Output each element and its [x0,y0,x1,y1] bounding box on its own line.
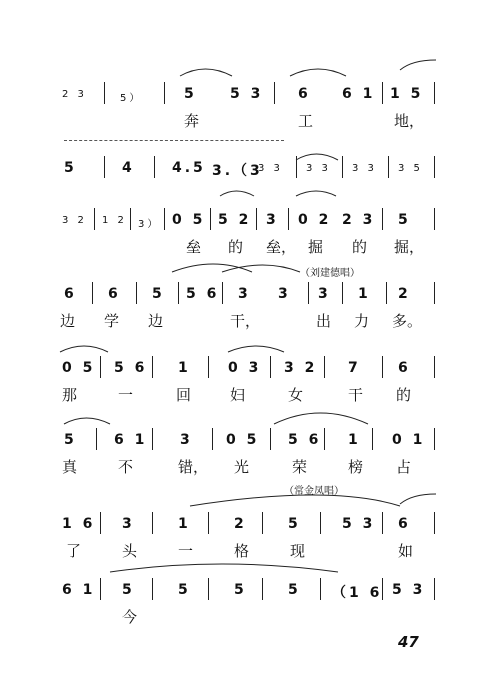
score-row-3 [52,212,442,258]
lyric: 的 [396,386,412,404]
lyric: 女 [288,386,304,404]
lyric: 一 [118,386,134,404]
lyrics-line [52,456,442,478]
notes-line [52,582,442,604]
bar-line [434,156,435,178]
bar-line [92,282,93,304]
lyric: 不 [118,458,134,476]
bar-line [372,428,373,450]
note: 6 [108,286,121,302]
note: 6 [64,286,77,302]
lyric: 多。 [392,312,423,330]
note: 5 [64,432,77,448]
lyric: 了 [66,542,82,560]
bar-line [178,282,179,304]
note: 3 5 [398,163,423,174]
note: 0 5 [226,432,260,448]
note: 3） [138,219,161,230]
bar-line [164,208,165,230]
note: 5 [288,582,301,598]
note: 0 2 [298,212,332,228]
note: 1 [178,360,191,376]
bar-line [152,578,153,600]
note: 5 3 [342,516,376,532]
note: 3 2 [284,360,318,376]
note: 5 [64,160,77,176]
lyric: 地， [394,112,425,130]
lyrics-line [52,236,442,258]
note: 0 3 [228,360,262,376]
lyric: 掘 [308,238,324,256]
notes-line [52,160,442,182]
bar-line [94,208,95,230]
lyric: 光 [234,458,250,476]
note: 2 3 [342,212,376,228]
note: 3 [266,212,279,228]
note: 0 1 [392,432,426,448]
lyric: 回 [176,386,192,404]
note: 5 6 [114,360,148,376]
note: 4.5 [172,160,206,176]
bar-line [324,356,325,378]
note: 1 6 [62,516,96,532]
bar-line [104,82,105,104]
note: 4 [122,160,135,176]
bar-line [342,282,343,304]
lyric: 边 [148,312,164,330]
lyrics-line [52,110,442,132]
bar-line [208,578,209,600]
lyric: 占 [396,458,412,476]
bar-line [222,282,223,304]
lyric: 那 [62,386,78,404]
note: 5 [152,286,165,302]
note: 5 [288,516,301,532]
bar-line [130,208,131,230]
bar-line [104,156,105,178]
note: 5） [120,93,143,104]
note: 5 [178,582,191,598]
notes-line [52,286,442,308]
bar-line [386,282,387,304]
lyric: 荣 [292,458,308,476]
bar-line [434,356,435,378]
bar-line [152,428,153,450]
singer-label: （刘建德唱） [300,268,360,279]
bar-line [270,356,271,378]
lyric: 干， [230,312,261,330]
bar-line [320,512,321,534]
note: 5 [234,582,247,598]
notes-line [52,212,442,234]
lyric: 垒， [266,238,297,256]
note: 2 3 [62,89,87,100]
lyric: 干 [348,386,364,404]
bar-line [342,156,343,178]
bar-line [382,356,383,378]
note: 5 6 [186,286,220,302]
page-number: 47 [398,633,419,651]
bar-line [212,428,213,450]
bar-line [208,512,209,534]
bar-line [262,512,263,534]
note: 1 [358,286,371,302]
lyric: 妇 [230,386,246,404]
note: 6 1 [342,86,376,102]
score-row-4 [52,286,442,332]
lyric: 出 [316,312,332,330]
note: 3 [318,286,331,302]
note: 3.（3 [212,163,263,179]
bar-line [154,156,155,178]
bar-line [208,356,209,378]
note: 5 3 [392,582,426,598]
lyric: 现 [290,542,306,560]
bar-line [152,356,153,378]
bar-line [434,282,435,304]
note: 3 [122,516,135,532]
bar-line [96,428,97,450]
notes-line [52,432,442,454]
lyric: 的 [352,238,368,256]
bar-line [434,578,435,600]
bar-line [308,282,309,304]
lyric: 头 [122,542,138,560]
lyrics-line [52,384,442,406]
note: 5 [398,212,411,228]
bar-line [296,156,297,178]
note: 3 3 [258,163,283,174]
note: 1 [178,516,191,532]
score-row-2 [52,160,442,182]
lyric: 一 [178,542,194,560]
lyric: 格 [234,542,250,560]
bar-line [100,578,101,600]
lyric: 垒 [186,238,202,256]
note: 5 [184,86,197,102]
lyric: 学 [104,312,120,330]
notes-line [52,360,442,382]
score-row-5 [52,360,442,406]
lyric: 边 [60,312,76,330]
dashed-divider [64,140,284,141]
bar-line [320,578,321,600]
lyrics-line [52,540,442,562]
note: 3 [278,286,291,302]
bar-line [434,82,435,104]
lyric: 今 [122,608,138,626]
lyrics-line [52,310,442,332]
note: 3 3 [352,163,377,174]
note: 5 [122,582,135,598]
bar-line [274,82,275,104]
singer-label: （常金凤唱） [284,486,344,497]
notes-line [52,86,442,108]
bar-line [270,428,271,450]
lyric: 力 [354,312,370,330]
bar-line [210,208,211,230]
note: 6 1 [62,582,96,598]
note: 5 3 [230,86,264,102]
note: 5 2 [218,212,252,228]
lyric: 的 [228,238,244,256]
bar-line [382,82,383,104]
bar-line [256,208,257,230]
bar-line [100,512,101,534]
note: 1 5 [390,86,424,102]
score-row-7 [52,516,442,562]
bar-line [388,156,389,178]
note: 0 5 [62,360,96,376]
note: 6 [298,86,311,102]
bar-line [164,82,165,104]
bar-line [434,208,435,230]
note: 6 1 [114,432,148,448]
bar-line [152,512,153,534]
lyric: 工 [298,112,314,130]
lyric: 掘， [394,238,425,256]
bar-line [288,208,289,230]
notes-line [52,516,442,538]
lyric: 如 [398,542,414,560]
note: 3 [180,432,193,448]
note: 1 [348,432,361,448]
note: （1 6 [332,585,383,601]
bar-line [382,512,383,534]
lyric: 榜 [348,458,364,476]
note: 3 [238,286,251,302]
lyric: 真 [62,458,78,476]
bar-line [262,578,263,600]
score-row-1 [52,86,442,132]
bar-line [382,208,383,230]
note: 5 6 [288,432,322,448]
bar-line [324,428,325,450]
note: 2 [398,286,411,302]
note: 6 [398,360,411,376]
note: 7 [348,360,361,376]
bar-line [136,282,137,304]
lyric: 奔 [184,112,200,130]
score-row-8 [52,582,442,628]
note: 6 [398,516,411,532]
note: 1 2 [102,215,127,226]
bar-line [434,428,435,450]
bar-line [382,578,383,600]
note: 3 3 [306,163,331,174]
note: 2 [234,516,247,532]
bar-line [100,356,101,378]
lyrics-line [52,606,442,628]
score-row-6 [52,432,442,478]
note: 3 2 [62,215,87,226]
lyric: 错， [178,458,209,476]
bar-line [434,512,435,534]
note: 0 5 [172,212,206,228]
